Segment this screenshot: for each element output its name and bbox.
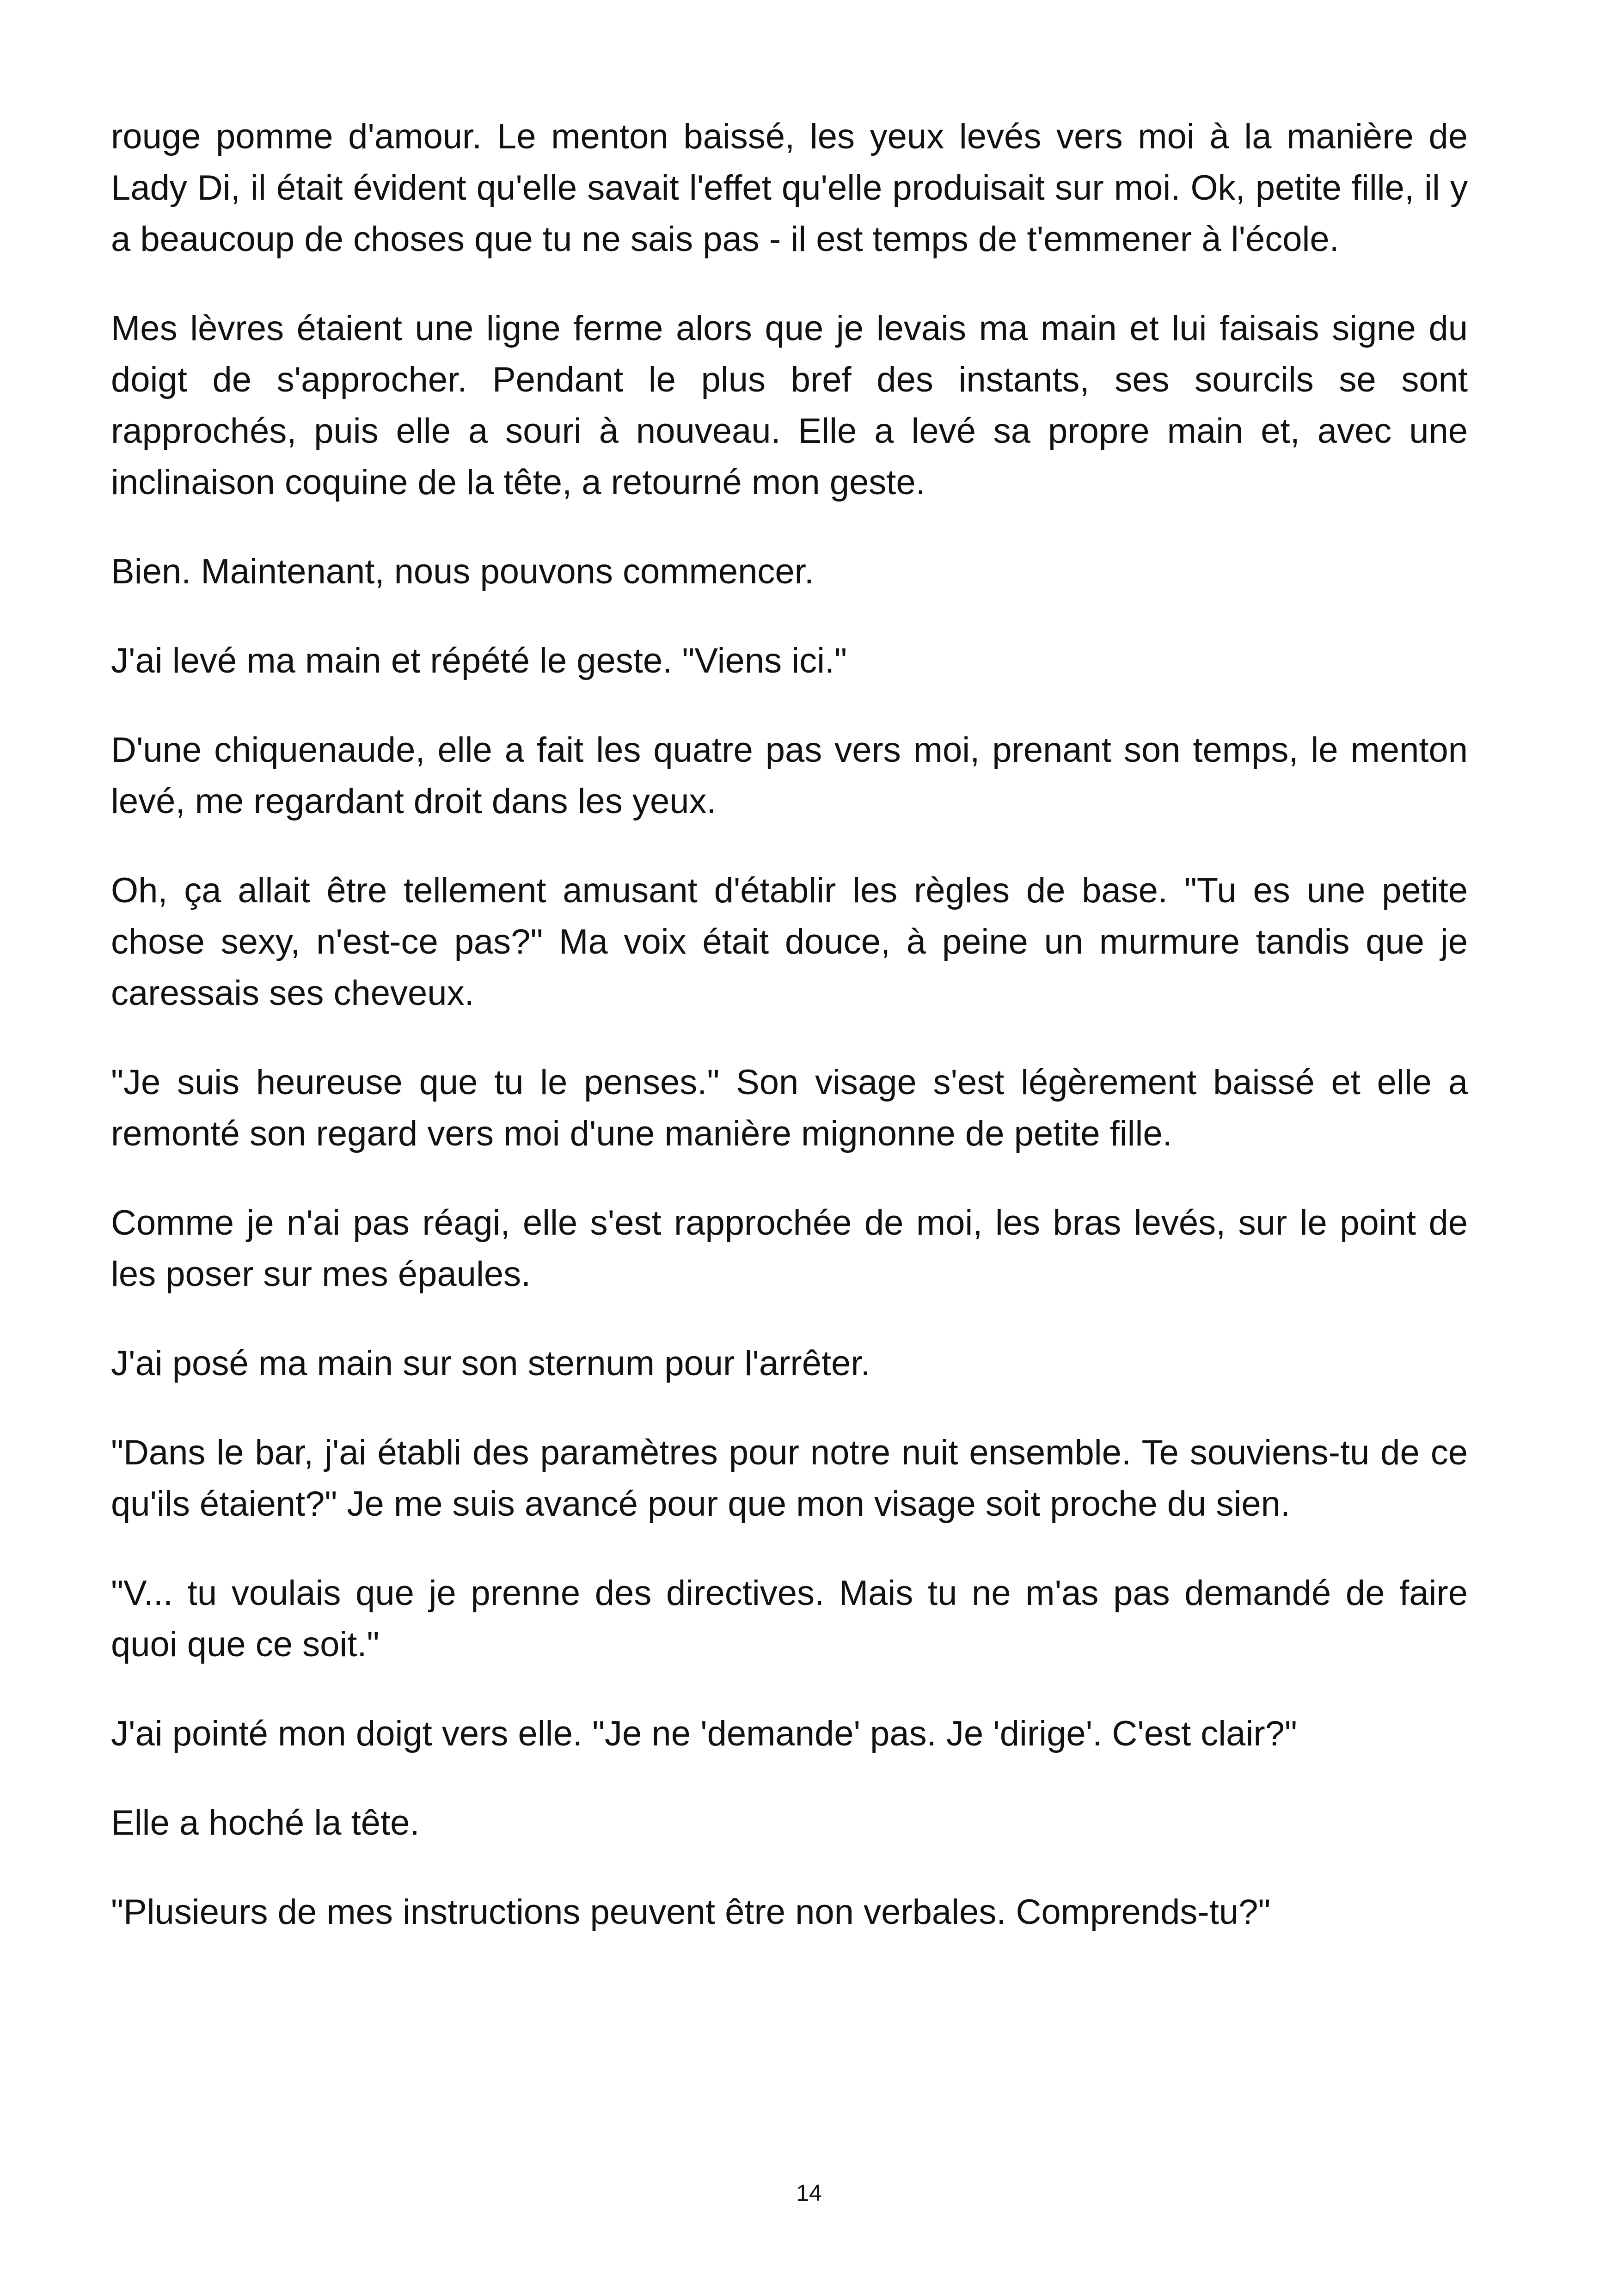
paragraph-13: Elle a hoché la tête.	[111, 1803, 420, 1843]
paragraph-3: Bien. Maintenant, nous pouvons commencer.	[111, 552, 814, 591]
paragraph-11: "V... tu voulais que je prenne des directives. Mais tu ne m'as pas demandé de faire quoi que ce soit."	[111, 1574, 1468, 1664]
paragraph-10: "Dans le bar, j'ai établi des paramètres pour notre nuit ensemble. Te souviens-tu de ce qu'ils étaient?" Je me suis avancé pour que mon visage soit proche du sien.	[111, 1433, 1468, 1524]
paragraph-4: J'ai levé ma main et répété le geste. "Viens ici."	[111, 641, 847, 680]
page-number: 14	[796, 2180, 822, 2206]
paragraph-7: "Je suis heureuse que tu le penses." Son visage s'est légèrement baissé et elle a remonté son regard vers moi d'une manière mignonne de petite fille.	[111, 1063, 1468, 1153]
paragraph-12: J'ai pointé mon doigt vers elle. "Je ne 'demande' pas. Je 'dirige'. C'est clair?"	[111, 1714, 1297, 1753]
paragraph-8: Comme je n'ai pas réagi, elle s'est rapprochée de moi, les bras levés, sur le point de les poser sur mes épaules.	[111, 1203, 1468, 1294]
paragraph-5: D'une chiquenaude, elle a fait les quatre pas vers moi, prenant son temps, le menton levé, me regardant droit dans les yeux.	[111, 730, 1468, 821]
page-body	[111, 111, 1468, 1976]
paragraph-2: Mes lèvres étaient une ligne ferme alors que je levais ma main et lui faisais signe du doigt de s'approcher. Pendant le plus bref des instants, ses sourcils se sont rapprochés, puis elle a souri à nouveau. Elle a levé sa propre main et, avec une inclinaison coquine de la tête, a retourné mon geste.	[111, 309, 1468, 502]
paragraph-9: J'ai posé ma main sur son sternum pour l'arrêter.	[111, 1344, 870, 1383]
paragraph-6: Oh, ça allait être tellement amusant d'établir les règles de base. "Tu es une petite chose sexy, n'est-ce pas?" Ma voix était douce, à peine un murmure tandis que je caressais ses cheveux.	[111, 871, 1468, 1013]
paragraph-1: rouge pomme d'amour. Le menton baissé, les yeux levés vers moi à la manière de Lady Di, il était évident qu'elle savait l'effet qu'elle produisait sur moi. Ok, petite fille, il y a beaucoup de choses que tu ne sais pas - il est temps de t'emmener à l'école.	[111, 117, 1468, 259]
paragraph-14: "Plusieurs de mes instructions peuvent être non verbales. Comprends-tu?"	[111, 1892, 1271, 1932]
